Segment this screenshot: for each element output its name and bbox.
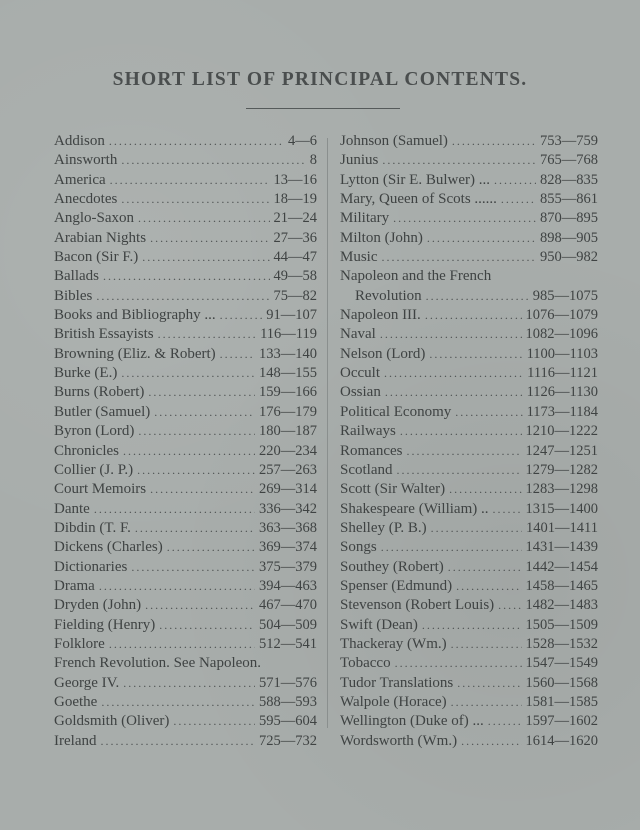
entry-name: Scotland	[340, 461, 393, 478]
entry-pages: 1116—1121	[527, 365, 598, 382]
dot-leader	[385, 383, 523, 402]
contents-entry	[340, 654, 598, 673]
contents-entry	[340, 287, 598, 306]
dot-leader	[382, 248, 537, 267]
entry-name: America	[54, 171, 106, 188]
dot-leader	[457, 674, 521, 693]
entry-name: Butler (Samuel)	[54, 403, 151, 420]
entry-pages: 44—47	[273, 249, 317, 266]
entry-pages: 725—732	[259, 732, 317, 749]
entry-name: Dickens (Charles)	[54, 539, 163, 556]
dot-leader	[123, 674, 255, 693]
contents-entry	[340, 693, 598, 712]
contents-entry	[340, 635, 598, 654]
entry-pages: 1076—1079	[525, 307, 598, 324]
entry-name: Court Memoirs	[54, 481, 147, 498]
entry-pages: 512—541	[259, 635, 317, 652]
entry-name: Dibdin (T. F.	[54, 519, 131, 536]
dot-leader	[123, 442, 255, 461]
entry-name: Fielding (Henry)	[54, 616, 156, 633]
entry-pages: 1597—1602	[525, 713, 598, 730]
contents-entry	[54, 538, 317, 557]
contents-entry	[54, 306, 317, 325]
contents-entry	[54, 558, 317, 577]
contents-entry	[54, 519, 317, 538]
dot-leader	[395, 654, 522, 673]
entry-name: Southey (Robert)	[340, 558, 444, 575]
entry-name: Napoleon and the French	[340, 268, 492, 285]
dot-leader	[109, 132, 284, 151]
page-title: SHORT LIST OF PRINCIPAL CONTENTS.	[112, 69, 528, 90]
contents-entry	[54, 654, 317, 673]
dot-leader	[173, 712, 255, 731]
left-contents-column	[54, 132, 317, 751]
dot-leader	[397, 461, 522, 480]
entry-pages: 828—835	[540, 171, 598, 188]
entry-name: Songs	[340, 539, 377, 556]
dot-leader	[431, 519, 522, 538]
dot-leader	[426, 287, 529, 306]
entry-pages: 1458—1465	[525, 577, 598, 594]
dot-leader	[498, 596, 521, 615]
dot-leader	[422, 616, 522, 635]
entry-pages: 1505—1509	[525, 616, 598, 633]
contents-entry	[340, 325, 598, 344]
contents-entry	[340, 616, 598, 635]
dot-leader	[461, 732, 521, 751]
entry-name: Bacon (Sir F.)	[54, 249, 139, 266]
contents-entry	[54, 248, 317, 267]
dot-leader	[121, 190, 269, 209]
contents-entry	[54, 132, 317, 151]
dot-leader	[167, 538, 255, 557]
contents-entry	[54, 171, 317, 190]
contents-entry	[54, 577, 317, 596]
entry-name: Dictionaries	[54, 558, 128, 575]
entry-name: Thackeray (Wm.)	[340, 635, 447, 652]
dot-leader	[400, 422, 522, 441]
entry-name: Music	[340, 249, 378, 266]
entry-pages: 116—119	[260, 326, 317, 343]
dot-leader	[109, 635, 255, 654]
entry-name: Spenser (Edmund)	[340, 577, 453, 594]
contents-entry	[54, 732, 317, 751]
entry-pages: 1279—1282	[525, 461, 598, 478]
entry-pages: 467—470	[259, 597, 317, 614]
contents-entry	[54, 596, 317, 615]
entry-name: Lytton (Sir E. Bulwer) ...	[340, 171, 490, 188]
dot-leader	[135, 519, 255, 538]
dot-leader	[121, 151, 305, 170]
entry-name: Books and Bibliography ...	[54, 307, 216, 324]
entry-name: Shelley (P. B.)	[340, 519, 427, 536]
entry-name: Burke (E.)	[54, 365, 118, 382]
entry-pages: 220—234	[259, 442, 317, 459]
contents-entry	[340, 306, 598, 325]
entry-name: French Revolution. See Napoleon.	[54, 655, 262, 672]
right-contents-column	[340, 132, 598, 751]
dot-leader	[101, 693, 255, 712]
entry-name: Political Economy	[340, 403, 452, 420]
dot-leader	[456, 577, 521, 596]
entry-pages: 180—187	[259, 423, 317, 440]
contents-entry	[54, 364, 317, 383]
entry-name: Nelson (Lord)	[340, 345, 426, 362]
entry-pages: 588—593	[259, 693, 317, 710]
contents-entry	[54, 267, 317, 286]
entry-pages: 13—16	[273, 171, 317, 188]
entry-pages: 1442—1454	[525, 558, 598, 575]
entry-pages: 1283—1298	[525, 481, 598, 498]
contents-entry	[340, 558, 598, 577]
contents-entry	[340, 171, 598, 190]
entry-pages: 18—19	[273, 191, 317, 208]
dot-leader	[131, 558, 255, 577]
contents-entry	[340, 132, 598, 151]
entry-name: Romances	[340, 442, 403, 459]
contents-entry	[340, 519, 598, 538]
dot-leader	[96, 287, 269, 306]
contents-entry	[54, 500, 317, 519]
contents-entry	[54, 712, 317, 731]
entry-pages: 1247—1251	[525, 442, 598, 459]
entry-pages: 1082—1096	[525, 326, 598, 343]
dot-leader	[142, 248, 269, 267]
contents-entry	[54, 209, 317, 228]
entry-name: Wordsworth (Wm.)	[340, 732, 458, 749]
contents-entry	[54, 325, 317, 344]
entry-pages: 1482—1483	[525, 597, 598, 614]
contents-entry	[54, 229, 317, 248]
entry-name: Ossian	[340, 384, 381, 401]
entry-pages: 1547—1549	[525, 655, 598, 672]
entry-name: Addison	[54, 133, 105, 149]
contents-entry	[54, 345, 317, 364]
dot-leader	[100, 732, 255, 751]
contents-entry	[340, 461, 598, 480]
dot-leader	[406, 442, 521, 461]
dot-leader	[494, 171, 536, 190]
entry-name: Railways	[340, 423, 396, 440]
contents-entry	[340, 596, 598, 615]
contents-entry	[54, 190, 317, 209]
dot-leader	[150, 229, 269, 248]
contents-entry	[340, 442, 598, 461]
dot-leader	[110, 171, 270, 190]
entry-name: Folklore	[54, 635, 105, 652]
dot-leader	[159, 616, 255, 635]
dot-leader	[455, 403, 522, 422]
entry-pages: 571—576	[259, 674, 317, 691]
entry-name: Swift (Dean)	[340, 616, 418, 633]
entry-name: Mary, Queen of Scots ......	[340, 191, 497, 208]
entry-pages: 1560—1568	[525, 674, 598, 691]
entry-pages: 504—509	[259, 616, 317, 633]
entry-pages: 394—463	[259, 577, 317, 594]
contents-entry	[54, 616, 317, 635]
contents-entry	[54, 693, 317, 712]
dot-leader	[138, 422, 255, 441]
entry-name: Collier (J. P.)	[54, 461, 134, 478]
entry-pages: 369—374	[259, 539, 317, 556]
entry-name: Tobacco	[340, 655, 391, 672]
entry-name: Goethe	[54, 693, 98, 710]
contents-entry	[340, 248, 598, 267]
dot-leader	[137, 461, 255, 480]
entry-pages: 595—604	[259, 713, 317, 730]
entry-pages: 8	[309, 152, 317, 169]
column-divider	[327, 138, 328, 728]
entry-pages: 898—905	[540, 229, 598, 246]
entry-pages: 855—861	[540, 191, 598, 208]
dot-leader	[148, 383, 255, 402]
entry-name: Scott (Sir Walter)	[340, 481, 446, 498]
dot-leader	[145, 596, 255, 615]
contents-entry	[54, 635, 317, 654]
contents-entry	[340, 674, 598, 693]
entry-name: Chronicles	[54, 442, 119, 459]
entry-name: Bibles	[54, 287, 93, 304]
entry-name: Stevenson (Robert Louis)	[340, 597, 495, 614]
entry-name: Ballads	[54, 268, 99, 285]
entry-name: Revolution	[355, 287, 422, 304]
contents-entry	[54, 287, 317, 306]
contents-entry	[340, 364, 598, 383]
dot-leader	[384, 364, 523, 383]
entry-name: Junius	[340, 152, 379, 169]
dot-leader	[381, 538, 522, 557]
dot-leader	[393, 209, 536, 228]
title-rule	[246, 108, 400, 109]
dot-leader	[220, 306, 263, 325]
dot-leader	[121, 364, 255, 383]
entry-pages: 363—368	[259, 519, 317, 536]
contents-entry	[340, 538, 598, 557]
contents-entry	[54, 674, 317, 693]
dot-leader	[488, 712, 522, 731]
contents-entry	[340, 151, 598, 170]
contents-entry	[54, 151, 317, 170]
entry-name: Byron (Lord)	[54, 423, 135, 440]
entry-name: Johnson (Samuel)	[340, 133, 448, 149]
entry-pages: 49—58	[273, 268, 317, 285]
entry-pages: 753—759	[540, 133, 598, 149]
contents-entry	[340, 209, 598, 228]
contents-entry	[54, 442, 317, 461]
contents-entry	[340, 190, 598, 209]
entry-name: Milton (John)	[340, 229, 423, 246]
entry-name: Naval	[340, 326, 376, 343]
entry-pages: 21—24	[273, 210, 317, 227]
entry-pages: 1100—1103	[526, 345, 598, 362]
entry-pages: 1173—1184	[526, 403, 598, 420]
entry-name: Browning (Eliz. & Robert)	[54, 345, 216, 362]
contents-entry	[340, 577, 598, 596]
entry-pages: 257—263	[259, 461, 317, 478]
entry-name: Ainsworth	[54, 152, 118, 169]
entry-pages: 950—982	[540, 249, 598, 266]
contents-entry	[54, 403, 317, 422]
entry-name: Goldsmith (Oliver)	[54, 713, 170, 730]
contents-entry	[340, 480, 598, 499]
entry-pages: 176—179	[259, 403, 317, 420]
dot-leader	[382, 151, 536, 170]
dot-leader	[501, 190, 536, 209]
dot-leader	[158, 325, 256, 344]
contents-entry	[340, 345, 598, 364]
entry-name: Anecdotes	[54, 191, 118, 208]
entry-name: Wellington (Duke of) ...	[340, 713, 484, 730]
contents-entry	[54, 383, 317, 402]
entry-pages: 133—140	[259, 345, 317, 362]
entry-name: Shakespeare (William) ..	[340, 500, 489, 517]
entry-pages: 870—895	[540, 210, 598, 227]
dot-leader	[448, 558, 522, 577]
dot-leader	[380, 325, 522, 344]
entry-name: Dryden (John)	[54, 597, 142, 614]
contents-entry	[340, 500, 598, 519]
entry-pages: 336—342	[259, 500, 317, 517]
entry-name: Burns (Robert)	[54, 384, 145, 401]
contents-entry	[340, 732, 598, 751]
dot-leader	[451, 693, 522, 712]
entry-name: Anglo-Saxon	[54, 210, 134, 227]
contents-entry	[340, 403, 598, 422]
dot-leader	[425, 306, 522, 325]
entry-name: George IV.	[54, 674, 120, 691]
entry-pages: 985—1075	[532, 287, 598, 304]
entry-name: Occult	[340, 365, 380, 382]
entry-pages: 1315—1400	[525, 500, 598, 517]
entry-pages: 375—379	[259, 558, 317, 575]
entry-pages: 91—107	[266, 307, 317, 324]
entry-pages: 75—82	[273, 287, 317, 304]
dot-leader	[99, 577, 255, 596]
contents-entry	[340, 383, 598, 402]
entry-name: Ireland	[54, 732, 97, 749]
entry-name: British Essayists	[54, 326, 154, 343]
entry-pages: 4—6	[288, 133, 317, 149]
dot-leader	[452, 132, 536, 151]
contents-entry	[54, 480, 317, 499]
entry-pages: 1581—1585	[525, 693, 598, 710]
contents-entry	[340, 229, 598, 248]
dot-leader	[94, 500, 255, 519]
entry-pages: 27—36	[273, 229, 317, 246]
entry-pages: 1614—1620	[525, 732, 598, 749]
dot-leader	[154, 403, 255, 422]
contents-entry	[340, 422, 598, 441]
entry-pages: 269—314	[259, 481, 317, 498]
entry-pages: 159—166	[259, 384, 317, 401]
contents-entry	[54, 461, 317, 480]
dot-leader	[220, 345, 255, 364]
dot-leader	[493, 500, 522, 519]
entry-pages: 1431—1439	[525, 539, 598, 556]
entry-name: Tudor Translations	[340, 674, 454, 691]
entry-name: Walpole (Horace)	[340, 693, 447, 710]
entry-pages: 1210—1222	[525, 423, 598, 440]
contents-entry	[54, 422, 317, 441]
dot-leader	[451, 635, 522, 654]
entry-name: Drama	[54, 577, 95, 594]
entry-name: Arabian Nights	[54, 229, 147, 246]
dot-leader	[429, 345, 522, 364]
dot-leader	[427, 229, 536, 248]
contents-entry	[340, 712, 598, 731]
dot-leader	[150, 480, 255, 499]
entry-pages: 1126—1130	[526, 384, 598, 401]
dot-leader	[449, 480, 521, 499]
entry-name: Military	[340, 210, 390, 227]
entry-pages: 148—155	[259, 365, 317, 382]
dot-leader	[103, 267, 270, 286]
entry-pages: 1401—1411	[526, 519, 598, 536]
entry-pages: 765—768	[540, 152, 598, 169]
dot-leader	[138, 209, 270, 228]
entry-name: Dante	[54, 500, 90, 517]
contents-entry	[340, 267, 598, 286]
entry-pages: 1528—1532	[525, 635, 598, 652]
entry-name: Napoleon III.	[340, 307, 421, 324]
